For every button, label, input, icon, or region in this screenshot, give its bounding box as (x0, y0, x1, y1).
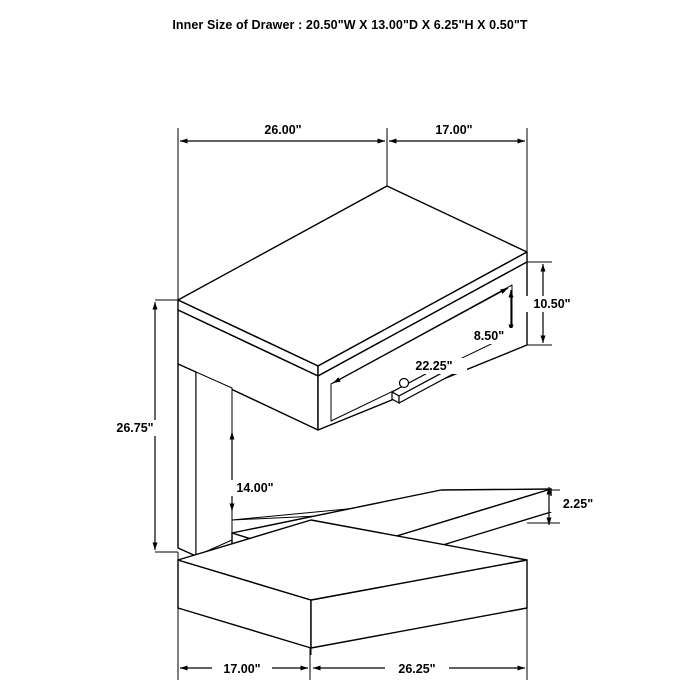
dim-label-top-right: 17.00" (435, 123, 473, 137)
dim-label-shelf-opening: 14.00" (236, 481, 274, 495)
dim-label-top-left: 26.00" (264, 123, 302, 137)
dim-label-bottom-left: 17.00" (223, 662, 261, 676)
dim-label-bottom-right: 26.25" (398, 662, 436, 676)
dim-label-shelf-thickness: 2.25" (562, 497, 594, 511)
shelf-back-panel (196, 372, 232, 556)
dim-label-right-upper: 10.50" (533, 297, 571, 311)
dim-label-drawer-face: 8.50" (473, 329, 505, 343)
page-title: Inner Size of Drawer : 20.50"W X 13.00"D X 6.25"H X 0.50"T (172, 18, 528, 32)
nightstand-body (178, 186, 551, 655)
left-leg (178, 364, 196, 556)
dim-label-left-height: 26.75" (116, 421, 154, 435)
dim-label-drawer-width: 22.25" (415, 359, 453, 373)
